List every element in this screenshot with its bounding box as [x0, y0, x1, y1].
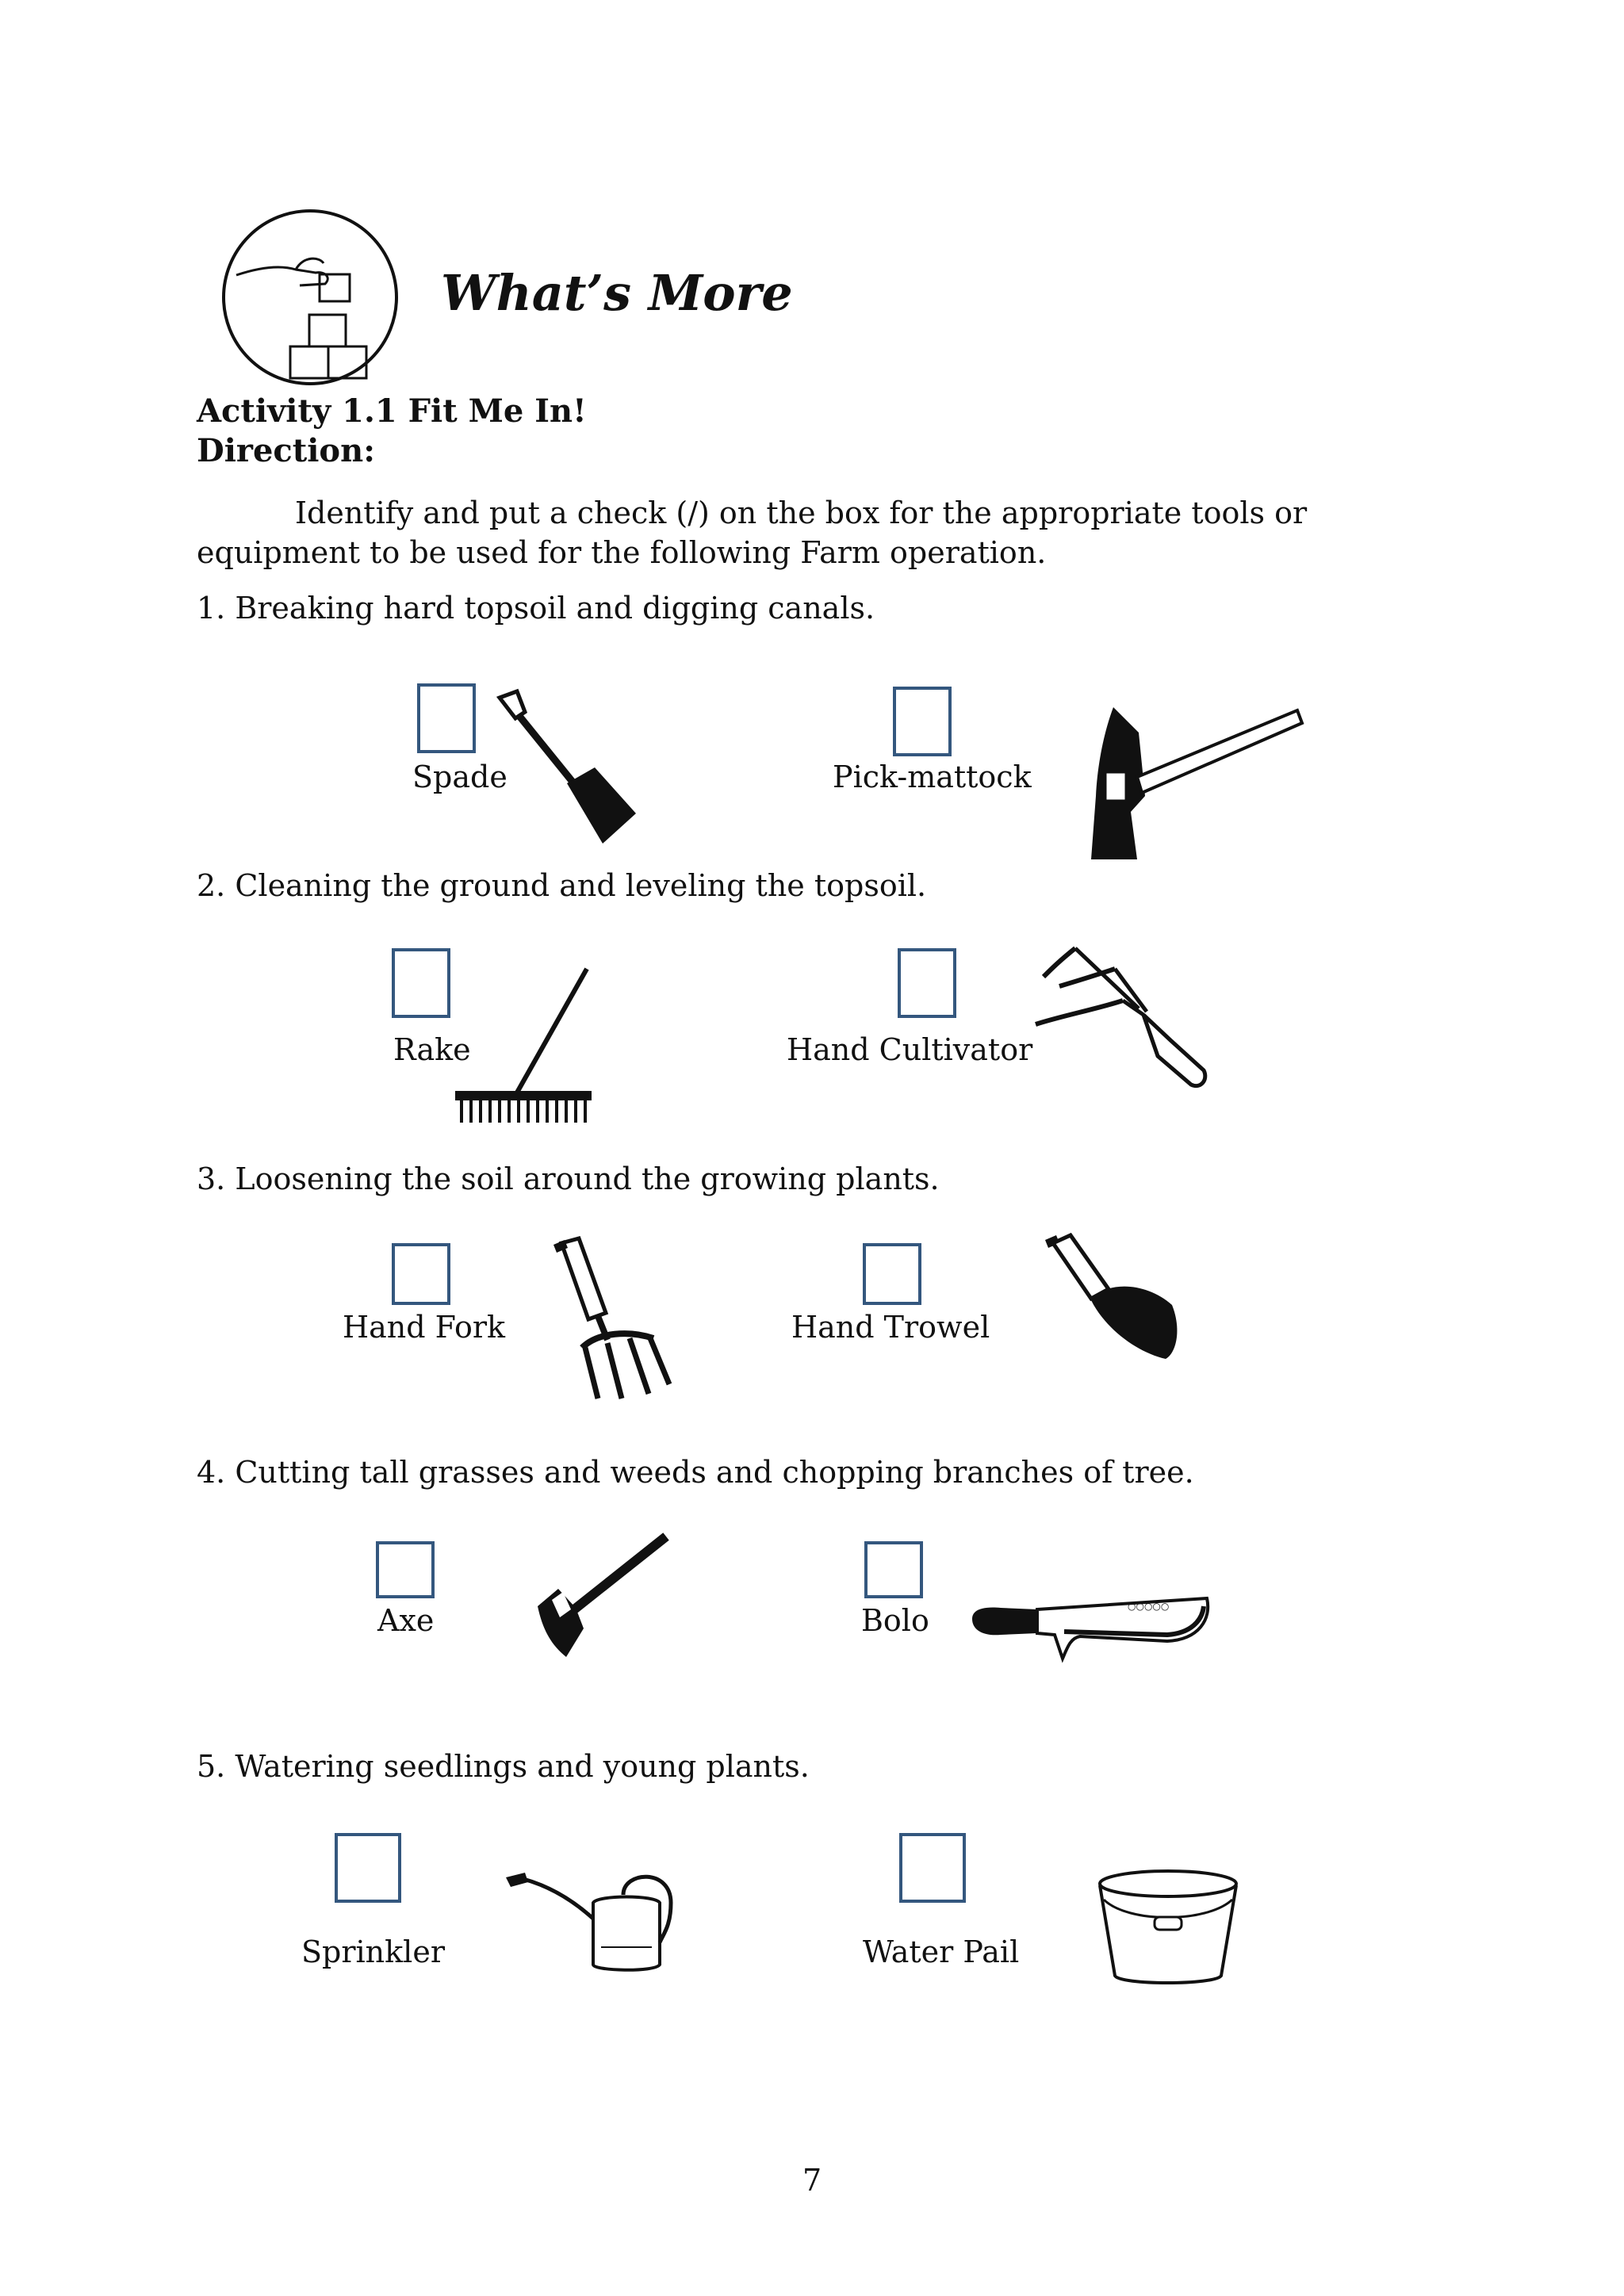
checkbox-pick-mattock[interactable] — [893, 687, 952, 756]
question-2: 2. Cleaning the ground and leveling the topsoil. — [197, 868, 927, 903]
axe-icon — [534, 1533, 671, 1660]
question-1: 1. Breaking hard topsoil and digging canals. — [197, 591, 875, 626]
checkbox-hand-fork[interactable] — [392, 1243, 450, 1305]
hand-stacking-blocks-icon — [220, 208, 400, 387]
option-label-rake: Rake — [393, 1032, 471, 1067]
checkbox-rake[interactable] — [392, 948, 450, 1018]
question-4: 4. Cutting tall grasses and weeds and chopping branches of tree. — [197, 1455, 1194, 1490]
checkbox-spade[interactable] — [417, 683, 476, 753]
option-label-hand-cultivator: Hand Cultivator — [787, 1032, 1033, 1067]
option-label-axe: Axe — [377, 1603, 435, 1638]
checkbox-axe[interactable] — [376, 1541, 435, 1598]
checkbox-water-pail[interactable] — [899, 1833, 966, 1903]
water-pail-icon — [1096, 1868, 1240, 1987]
activity-title: Activity 1.1 Fit Me In! — [197, 392, 587, 430]
option-label-pick-mattock: Pick-mattock — [833, 760, 1032, 794]
hand-trowel-icon — [1042, 1234, 1185, 1362]
option-label-spade: Spade — [412, 760, 508, 794]
page-number: 7 — [802, 2163, 822, 2198]
option-label-sprinkler: Sprinkler — [301, 1934, 445, 1969]
sprinkler-icon — [504, 1871, 676, 1976]
checkbox-bolo[interactable] — [864, 1541, 923, 1598]
instructions: Identify and put a check (/) on the box for the appropriate tools or equipment to be used for the following Farm operation. — [197, 496, 1308, 570]
checkbox-sprinkler[interactable] — [335, 1833, 401, 1903]
hand-cultivator-icon — [1028, 945, 1210, 1091]
rake-icon — [454, 966, 596, 1127]
bolo-icon — [969, 1595, 1212, 1665]
pick-mattock-icon — [1090, 701, 1304, 864]
hand-fork-icon — [550, 1237, 677, 1403]
checkbox-hand-cultivator[interactable] — [898, 948, 956, 1018]
question-5: 5. Watering seedlings and young plants. — [197, 1749, 810, 1784]
svg-text:○○○○○: ○○○○○ — [1128, 1601, 1170, 1612]
option-label-water-pail: Water Pail — [863, 1934, 1020, 1969]
option-label-bolo: Bolo — [861, 1603, 929, 1638]
option-label-hand-fork: Hand Fork — [343, 1310, 506, 1345]
spade-icon — [492, 688, 642, 847]
question-3: 3. Loosening the soil around the growing plants. — [197, 1161, 940, 1196]
option-label-hand-trowel: Hand Trowel — [791, 1310, 990, 1345]
page-title: What’s More — [441, 264, 793, 322]
direction-label: Direction: — [197, 432, 375, 469]
checkbox-hand-trowel[interactable] — [863, 1243, 921, 1305]
